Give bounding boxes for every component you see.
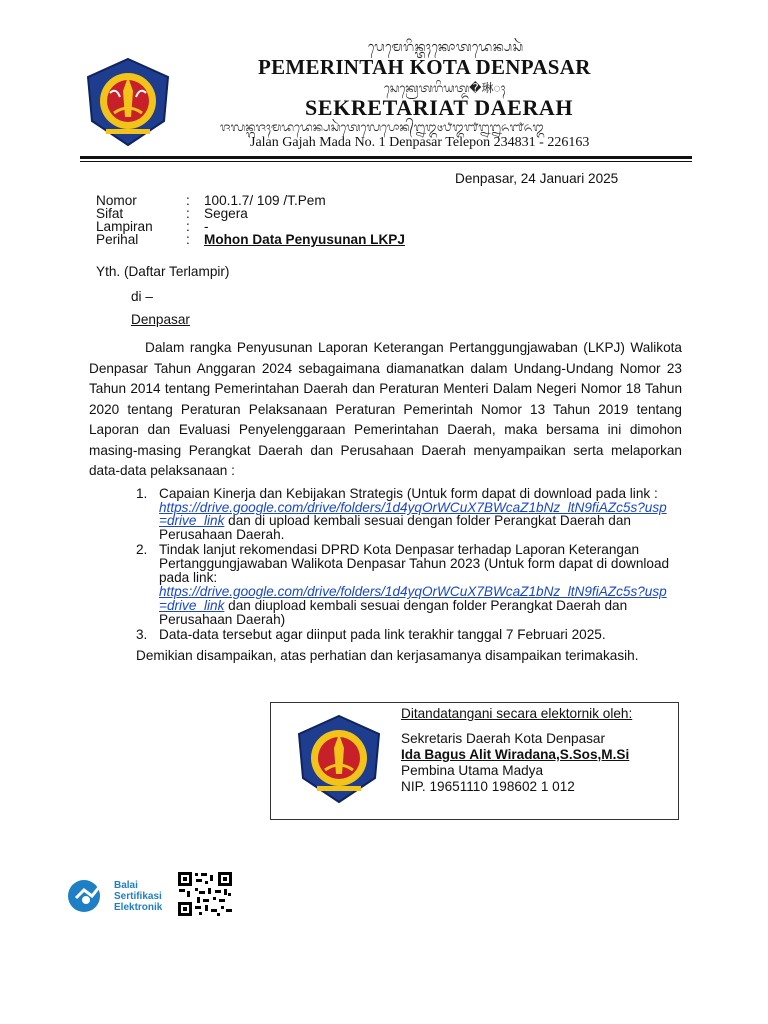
item-number: 3. xyxy=(136,627,148,642)
meta-row-lampiran: Lampiran : - xyxy=(96,219,209,234)
meta-row-nomor: Nomor : 100.1.7/ 109 /T.Pem xyxy=(96,193,326,208)
signer-name: Ida Bagus Alit Wiradana,S.Sos,M.Si xyxy=(401,747,630,762)
signature-heading: Ditandatangani secara elektornik oleh: xyxy=(401,706,633,721)
signer-rank: Pembina Utama Madya xyxy=(401,763,544,778)
meta-value: Segera xyxy=(204,206,248,221)
item-2-last: Perusahaan Daerah) xyxy=(159,612,286,627)
drive-link[interactable]: https://drive.google.com/drive/folders/1d4yqOrWCuX7BWcaZ1bNz_ltN9fiAZc5s?usp xyxy=(159,584,667,599)
item-number: 2. xyxy=(136,542,148,557)
item-number: 1. xyxy=(136,486,148,501)
signer-nip: NIP. 19651110 198602 1 012 xyxy=(401,779,575,794)
closing-sentence: Demikian disampaikan, atas perhatian dan kerjasamanya disampaikan terimakasih. xyxy=(136,648,639,663)
bsre-label xyxy=(114,880,162,913)
signer-role: Sekretaris Daerah Kota Denpasar xyxy=(401,731,606,746)
item-2-line2: Pertanggungjawaban Walikota Denpasar Tahun 2023 (Untuk form dapat di download xyxy=(159,556,670,571)
item-1-tail: dan di upload kembali sesuai dengan folder Perangkat Daerah dan xyxy=(224,513,631,528)
item-2-tail: dan diupload kembali sesuai dengan folder Perangkat Daerah dan xyxy=(224,598,628,613)
letterhead-divider-thin xyxy=(80,161,692,162)
meta-value: - xyxy=(204,219,209,234)
item-2-line1: Tindak lanjut rekomendasi DPRD Kota Denpasar terhadap Laporan Keterangan xyxy=(159,542,640,557)
recipient-city: Denpasar xyxy=(131,312,190,327)
office-name: SEKRETARIAT DAERAH xyxy=(305,95,574,120)
balinese-script-address: ᬚᬮᬦ᭄ᬕᬚᬄᬫᬤᬤᬾᬦ᭄ᬧᬲᬃᬢᬾᬮᬾᬧᭀᬦ᭄᭒᭓᭔᭘᭓᭑᭒᭒᭖᭑᭖᭓ xyxy=(220,120,545,134)
signature-emblem-icon xyxy=(284,714,394,804)
meta-label: Sifat xyxy=(96,206,124,221)
drive-link-cont[interactable]: =drive_link xyxy=(159,598,225,613)
bsre-line: Sertifikasi xyxy=(114,891,162,902)
city-emblem-icon xyxy=(84,57,172,147)
item-1-line: Capaian Kinerja dan Kebijakan Strategis (Untuk form dapat di download pada link : xyxy=(159,486,658,501)
bsre-logo-icon xyxy=(66,878,112,914)
drive-link[interactable]: https://drive.google.com/drive/folders/1d4yqOrWCuX7BWcaZ1bNz_ltN9fiAZc5s?usp xyxy=(159,500,667,515)
bsre-line: Balai xyxy=(114,880,138,891)
item-1-last: Perusahaan Daerah. xyxy=(159,527,285,542)
recipient-line: Yth. (Daftar Terlampir) xyxy=(96,264,230,279)
bsre-line: Elektronik xyxy=(114,902,163,913)
item-3-line: Data-data tersebut agar diinput pada link terakhir tanggal 7 Februari 2025. xyxy=(159,627,606,642)
subject-value: Mohon Data Penyusunan LKPJ xyxy=(204,232,405,247)
letterhead-divider xyxy=(80,156,692,159)
meta-value: 100.1.7/ 109 /T.Pem xyxy=(204,193,326,208)
body-paragraph: Dalam rangka Penyusunan Laporan Keterangan Pertanggungjawaban (LKPJ) Walikota Denpasar Tahun Anggaran 2024 sebagaimana diamanatkan dalam Undang-Undang Nomor 23 Tahun 2014 tentang Pemerintahan Daerah dan Peraturan Menteri Dalam Negeri Nomor 18 Tahun 2020 tentang Peraturan Pelaksanaan Peraturan Pemerintah Nomor 13 Tahun 2019 tentang Laporan dan Evaluasi Penyelenggaraan Pemerintahan Daerah, maka bersama ini dimohon masing-masing Perangkat Daerah dan Perusahaan Daerah menyampaikan serta melaporkan data-data pelaksanaan : xyxy=(89,340,682,478)
item-2-line3: pada link: xyxy=(159,570,218,585)
meta-row-perihal: Perihal : Mohon Data Penyusunan LKPJ xyxy=(96,232,405,247)
drive-link-cont[interactable]: =drive_link xyxy=(159,513,225,528)
meta-label: Perihal xyxy=(96,232,139,247)
meta-row-sifat: Sifat : Segera xyxy=(96,206,248,221)
government-name: PEMERINTAH KOTA DENPASAR xyxy=(258,55,591,79)
balinese-script-title: ᬧᬾᬫᬾᬭᬶᬦ᭄ᬢᬄᬓᭀᬢᬤᬾᬦ᭄ᬧᬲᬃ xyxy=(368,39,524,54)
balinese-script-office: ᬲᬾᬓ᭄ᬭᬾᬢᬭᬶᬬᬢ᭄ᬤ�琳ᬄ xyxy=(384,81,506,95)
recipient-di: di – xyxy=(131,289,153,304)
letter-date: Denpasar, 24 Januari 2025 xyxy=(455,171,619,186)
office-address: Jalan Gajah Mada No. 1 Denpasar Telepon 234831 - 226163 xyxy=(250,135,590,150)
qr-code-icon xyxy=(177,871,233,917)
meta-label: Nomor xyxy=(96,193,137,208)
meta-label: Lampiran xyxy=(96,219,153,234)
